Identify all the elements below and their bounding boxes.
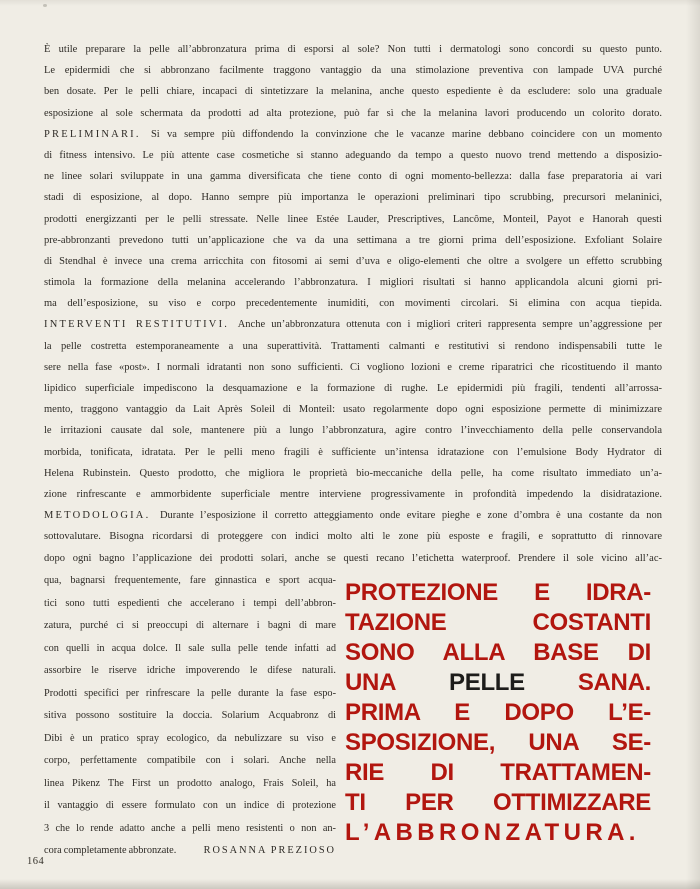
- body-line: la pelle costretta estemporaneamente a una superattività. Trattamenti calmanti e restitutivi si rendono indispensabili tutte le: [44, 340, 662, 352]
- body-line: sere nella fase «post». I normali idratanti non sono sufficienti. Ci vogliono lozioni e creme riparatrici che ricostituendo il manto: [44, 361, 662, 373]
- pull-quote-line: TAZIONE COSTANTI: [345, 609, 651, 636]
- body-line: ben dosate. Per le pelli chiare, incapaci di sintetizzare la melanina, anche questo espediente è da escludere: solo una graduale: [44, 86, 662, 98]
- body-line: di fitness intensivo. Le più attente case cosmetiche si stanno adeguando da tempo a questo nuovo trend mettendo a disposizio-: [44, 149, 662, 161]
- body-line: È utile preparare la pelle all’abbronzatura prima di esporsi al sole? Non tutti i dermatologi sono concordi su questo punto.: [44, 44, 662, 55]
- body-line-text: Anche un’abbronzatura ottenuta con i migliori criteri rappresenta sempre un’aggressione per: [237, 319, 662, 331]
- pull-quote-line: SONO ALLA BASE DI: [345, 639, 651, 666]
- body-line-text: Durante l’esposizione il corretto atteggiamento onde evitare pieghe e zone d’ombra è una costante da non: [159, 510, 663, 522]
- body-line: 3 che lo rende adatto anche a pelli meno resistenti o non an-: [44, 822, 336, 834]
- body-line: Prodotti specifici per rinfrescare la pelle durante la fase espo-: [44, 687, 336, 699]
- pull-quote-line: TI PER OTTIMIZZARE: [345, 789, 651, 816]
- author-byline: ROSANNA PREZIOSO: [203, 845, 336, 856]
- body-line: esposizione al sole schermata da prodotti ad alta protezione, può far sì che la melanina lavori producendo un colorito dorato.: [44, 107, 662, 119]
- pull-quote-line: PROTEZIONE E IDRA-: [345, 579, 651, 606]
- body-line: stimola la formazione della melanina accelerando l’abbronzatura. I migliori risultati si hanno applicandola alcuni giorni pri-: [44, 277, 662, 289]
- body-line: morbida, tonificata, idratata. Per le pelli meno fragili è sufficiente un’intensa idratazione con l’emulsione Body Hydrator di: [44, 446, 662, 458]
- body-line: [44, 505, 662, 526]
- body-line: Le epidermidi che si abbronzano facilmente traggono vantaggio da una stimolazione preventiva con lampade UVA purché: [44, 65, 662, 77]
- body-line: stadi di esposizione, al dopo. Hanno sempre più importanza le operazioni preliminari tipo scrubbing, precursori melaninici,: [44, 192, 662, 204]
- body-line: Helena Rubinstein. Questo prodotto, che migliora le proprietà bio-meccaniche della pelle, ha come risultato immediato un’a-: [44, 467, 662, 479]
- body-line: zione rinfrescante e ammorbidente superficiale mentre interviene progressivamente in profondità impedendo la disidratazione.: [44, 488, 662, 500]
- body-line: le irritazioni causate dal sole, mantenere più a lungo l’abbronzatura, agire contro l’invecchiamento della pelle conservandola: [44, 425, 662, 437]
- body-line: sitiva possono sostituire la doccia. Solarium Acquabronz di: [44, 710, 336, 721]
- section-heading-metodologia: METODOLOGIA.: [44, 510, 151, 522]
- body-line: zatura, purché ci si preoccupi di alternare i bagni di mare: [44, 620, 336, 631]
- body-line-with-byline: [44, 840, 336, 863]
- body-line: prodotti energizzanti per le pelli stressate. Nelle linee Estée Lauder, Prescriptives, Lancôme, Monteil, Payot e Hanorah questi: [44, 213, 662, 225]
- body-line: pre-abbronzanti prevedono tutti un’applicazione che va da una settimana a tre giorni prima dell’esposizione. Exfoliant Solaire: [44, 234, 662, 246]
- body-line: sottovalutare. Bisogna ricordarsi di proteggere con indici molto alti le zone più esposte e fragili, e soprattutto di rinnovare: [44, 531, 662, 543]
- body-line: con quelli in acqua dolce. Il sale sulla pelle tende infatti ad: [44, 642, 336, 654]
- article-left-column: [44, 570, 336, 863]
- body-line: linea Pikenz The First un prodotto analogo, Frais Soleil, ha: [44, 777, 336, 789]
- scan-edge-shadow-top: [0, 0, 700, 6]
- pull-quote-word: UNA: [345, 669, 397, 696]
- body-line: Dibi è un pratico spray ecologico, da nebulizzare su viso e: [44, 732, 336, 744]
- pull-quote-line: SPOSIZIONE, UNA SE-: [345, 729, 651, 756]
- pull-quote-line: PRIMA E DOPO L’E-: [345, 699, 651, 726]
- body-line: assorbire le riserve idriche impoverendo le difese naturali.: [44, 665, 336, 676]
- body-line: di Stendhal è invece una crema arricchita con fitosomi ai semi d’uva e oligo-elementi che oltre a svolgere un effetto scrubbing: [44, 255, 662, 267]
- pull-quote-word-black: PELLE: [449, 669, 525, 696]
- pull-quote-word: SANA.: [577, 669, 651, 696]
- body-line: il vantaggio di essere formulato con un indice di protezione: [44, 800, 336, 811]
- section-heading-interventi-restitutivi: INTERVENTI RESTITUTIVI.: [44, 319, 230, 331]
- body-line: qua, bagnarsi frequentemente, fare ginnastica e sport acqua-: [44, 575, 336, 586]
- body-line: mento, traggono vantaggio da Lait Après Soleil di Monteil: usato regolarmente dopo ogni esposizione permette di minimizzare: [44, 404, 662, 416]
- body-line: lipidico superficiale impediscono la desquamazione e la formazione di rughe. Le epidermidi più fragili, tendenti all’arrossa-: [44, 383, 662, 394]
- body-line-text: Si va sempre più diffondendo la convinzione che le vacanze marine debbano coincidere con un momento: [150, 128, 662, 140]
- pull-quote-line-mixed: [345, 668, 651, 698]
- body-line: tici sono tutti espedienti che accelerano i tempi dell’abbron-: [44, 597, 336, 609]
- body-line: [44, 314, 662, 335]
- body-line: dopo ogni bagno l’applicazione dei prodotti solari, anche se questi recano l’etichetta waterproof. Prendere il sole vicino all’ac-: [44, 552, 662, 564]
- article-body: [44, 39, 662, 569]
- body-line: corpo, perfettamente compatibile con i solari. Anche nella: [44, 755, 336, 766]
- body-line: ne linee solari sviluppate in una gamma diversificata che tiene conto di ogni momento-bellezza: dalla fase preparatoria ai vari: [44, 171, 662, 183]
- page-number: 164: [27, 856, 45, 867]
- pull-quote: [345, 578, 651, 848]
- body-line: [44, 124, 662, 145]
- scan-edge-shadow-right: [686, 0, 700, 889]
- pull-quote-line: RIE DI TRATTAMEN-: [345, 759, 651, 786]
- section-heading-preliminari: PRELIMINARI.: [44, 128, 141, 140]
- body-line-text: cora completamente abbronzate.: [44, 845, 177, 856]
- scan-edge-shadow-bottom: [0, 879, 700, 889]
- pull-quote-line: L’ABBRONZATURA.: [345, 819, 640, 846]
- body-line: ma dell’esposizione, su viso e corpo precedentemente inumiditi, con movimenti circolari. Si elimina con acqua tiepida.: [44, 298, 662, 310]
